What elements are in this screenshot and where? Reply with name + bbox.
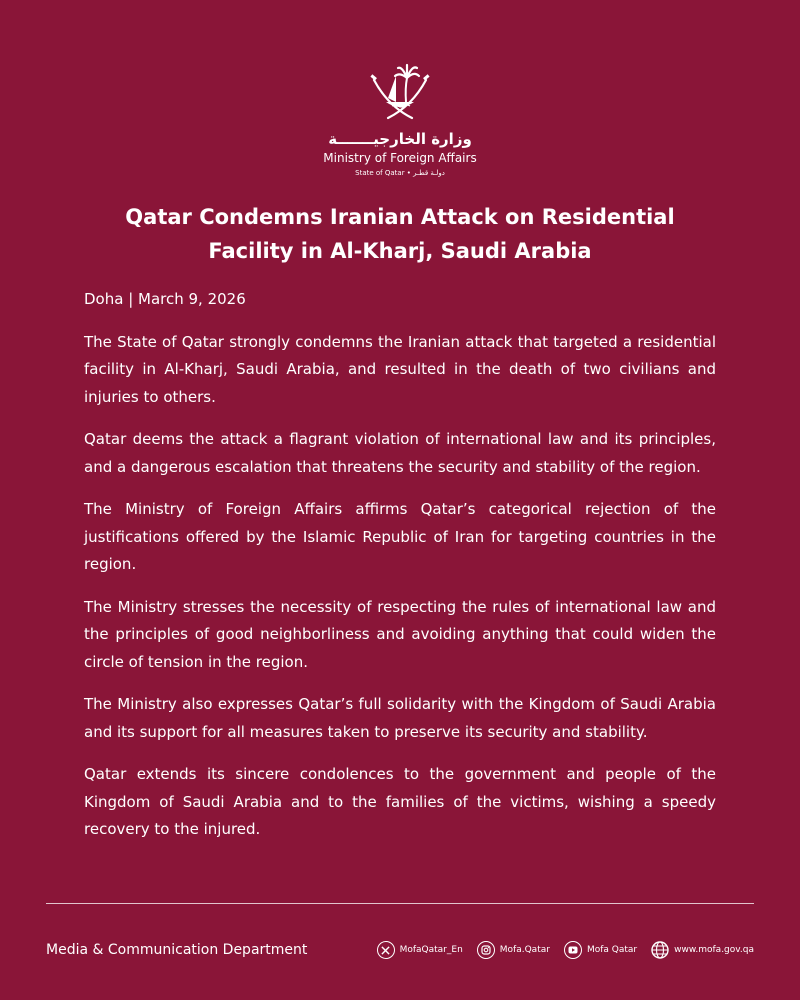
social-youtube-label: Mofa Qatar xyxy=(586,945,638,955)
ministry-logo xyxy=(0,62,800,178)
website-label: www.mofa.gov.qa xyxy=(674,945,754,955)
youtube-icon xyxy=(564,941,582,959)
department-name: Media & Communication Department xyxy=(46,942,308,958)
x-icon xyxy=(377,941,395,959)
paragraph-6: Qatar extends its sincere condolences to the government and people of the Kingdom of Saudi Arabia and to the families of the victims, wishing a speedy recovery to the injured. xyxy=(84,765,716,838)
paragraph-4: The Ministry stresses the necessity of respecting the rules of international law and the principles of good neighborliness and avoiding anything that could widen the circle of tension in the region. xyxy=(84,597,716,671)
globe-icon xyxy=(651,941,669,959)
paragraph-3: The Ministry of Foreign Affairs affirms Qatar’s categorical rejection of the justifications offered by the Islamic Republic of Iran for targeting countries in the region. xyxy=(84,500,716,573)
state-of-qatar-label: State of Qatar • دولـة قطـر xyxy=(355,169,445,177)
social-instagram-link[interactable] xyxy=(477,941,550,959)
social-youtube-link[interactable] xyxy=(564,941,637,959)
paragraph-2: Qatar deems the attack a flagrant violation of international law and its principles, and a dangerous escalation that threatens the security and stability of the region. xyxy=(84,430,716,476)
social-links xyxy=(377,941,754,959)
footer-divider xyxy=(46,903,754,904)
ministry-name-english: Ministry of Foreign Affairs xyxy=(323,151,477,165)
title-line-1: Qatar Condemns Iranian Attack on Residential xyxy=(125,205,675,229)
social-instagram-label: Mofa.Qatar xyxy=(499,945,550,955)
social-x-link[interactable] xyxy=(377,941,463,959)
footer xyxy=(46,934,754,966)
title-line-2: Facility in Al-Kharj, Saudi Arabia xyxy=(208,239,592,263)
statement-body xyxy=(84,286,716,859)
ministry-name-arabic: وزارة الخارجيـــــــة xyxy=(328,130,472,148)
website-link[interactable] xyxy=(651,941,754,959)
paragraph-1: The State of Qatar strongly condemns the Iranian attack that targeted a residential facility in Al-Kharj, Saudi Arabia, and resulted in the death of two civilians and injuries to others. xyxy=(84,332,716,406)
statement-title xyxy=(60,200,740,268)
social-x-label: MofaQatar_En xyxy=(399,945,463,955)
qatar-emblem-icon xyxy=(368,62,432,124)
paragraph-5: The Ministry also expresses Qatar’s full solidarity with the Kingdom of Saudi Arabia and its support for all measures taken to preserve its security and stability. xyxy=(84,695,716,741)
instagram-icon xyxy=(477,941,495,959)
dateline: Doha | March 9, 2026 xyxy=(84,290,246,308)
